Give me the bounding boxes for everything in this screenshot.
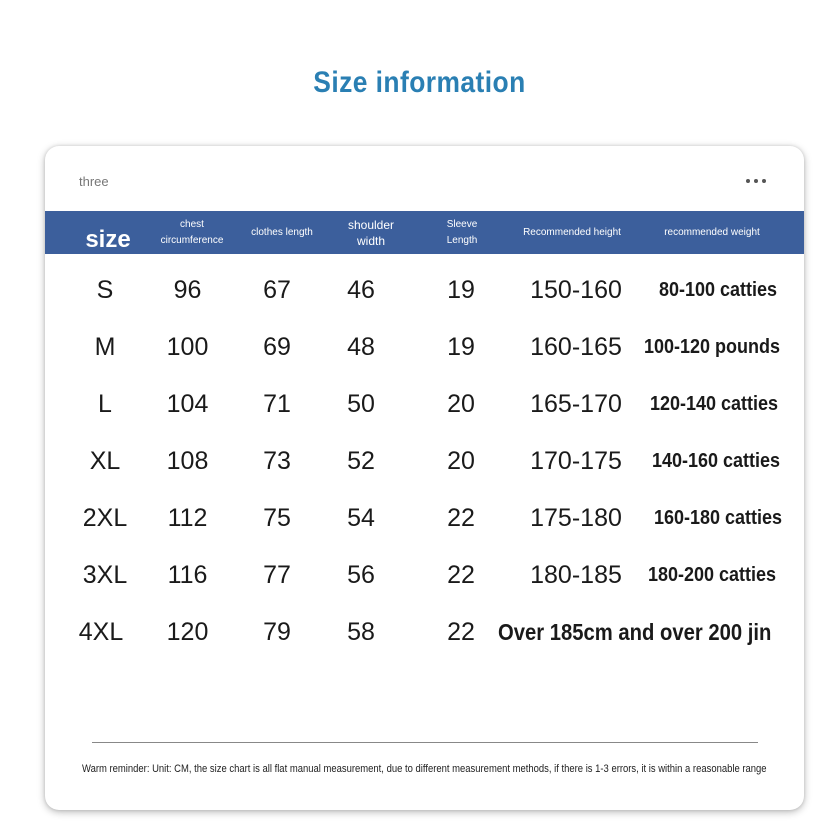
cell-weight: 160-180 catties [653, 507, 783, 529]
cell-length: 71 [263, 390, 291, 418]
cell-height: 175-180 [530, 504, 622, 532]
cell-shoulder: 48 [347, 333, 375, 361]
cell-size: S [96, 276, 114, 304]
table-row [45, 433, 804, 490]
cell-height: 170-175 [530, 447, 622, 475]
cell-shoulder: 54 [347, 504, 375, 532]
cell-shoulder: 46 [347, 276, 375, 304]
cell-chest: 100 [166, 333, 209, 361]
footer-note: Warm reminder: Unit: CM, the size chart is all flat manual measurement, due to different measurement methods, if there is 1-3 errors, it is within a reasonable range [82, 763, 767, 775]
cell-sleeve: 22 [447, 561, 475, 589]
page-title: Size information [313, 66, 526, 99]
cell-sleeve: 20 [447, 390, 475, 418]
header-weight: recommended weight [664, 226, 760, 238]
cell-size: 2XL [82, 504, 128, 532]
cell-chest: 108 [166, 447, 209, 475]
cell-chest: 96 [173, 276, 202, 304]
cell-weight: 100-120 pounds [643, 336, 781, 358]
table-header [45, 211, 804, 254]
header-height: Recommended height [523, 226, 621, 238]
cell-length: 79 [263, 618, 291, 646]
cell-length: 75 [263, 504, 291, 532]
cell-weight: 140-160 catties [651, 450, 781, 472]
cell-size: XL [89, 447, 121, 475]
cell-sleeve: 19 [447, 276, 475, 304]
cell-size: 4XL [78, 618, 124, 646]
cell-weight: 80-100 catties [658, 279, 778, 301]
header-shoulder: shoulder width [347, 217, 395, 248]
header-chest: chest circumference [160, 218, 224, 246]
cell-height: 150-160 [530, 276, 622, 304]
size-chart-card [45, 146, 804, 810]
cell-length: 67 [263, 276, 291, 304]
table-row [45, 376, 804, 433]
cell-chest: 116 [167, 561, 208, 589]
table-row [45, 319, 804, 376]
table-row [45, 604, 804, 661]
cell-length: 69 [263, 333, 291, 361]
header-sleeve: Sleeve Length [446, 218, 478, 246]
cell-shoulder: 58 [347, 618, 375, 646]
cell-size: M [94, 333, 116, 361]
cell-length: 73 [263, 447, 291, 475]
cell-chest: 120 [166, 618, 209, 646]
table-row [45, 490, 804, 547]
header-size: size [85, 225, 131, 253]
divider [92, 742, 758, 743]
header-length: clothes length [251, 226, 313, 238]
cell-size: L [98, 390, 112, 418]
cell-weight: 120-140 catties [649, 393, 779, 415]
cell-chest: 104 [166, 390, 209, 418]
table-body [45, 262, 804, 661]
table-row [45, 262, 804, 319]
cell-chest: 112 [167, 504, 208, 532]
cell-height: 160-165 [530, 333, 622, 361]
cell-sleeve: 22 [447, 504, 475, 532]
more-horizontal-icon[interactable] [746, 178, 766, 184]
cell-height-weight: Over 185cm and over 200 jin [498, 619, 772, 645]
cell-length: 77 [263, 561, 291, 589]
cell-shoulder: 50 [347, 390, 375, 418]
table-row [45, 547, 804, 604]
card-label: three [79, 174, 109, 189]
cell-shoulder: 56 [347, 561, 375, 589]
cell-sleeve: 22 [447, 618, 475, 646]
cell-height: 180-185 [530, 561, 622, 589]
cell-weight: 180-200 catties [647, 564, 777, 586]
cell-sleeve: 20 [447, 447, 475, 475]
cell-sleeve: 19 [447, 333, 475, 361]
cell-size: 3XL [82, 561, 128, 589]
cell-height: 165-170 [530, 390, 622, 418]
cell-shoulder: 52 [347, 447, 375, 475]
